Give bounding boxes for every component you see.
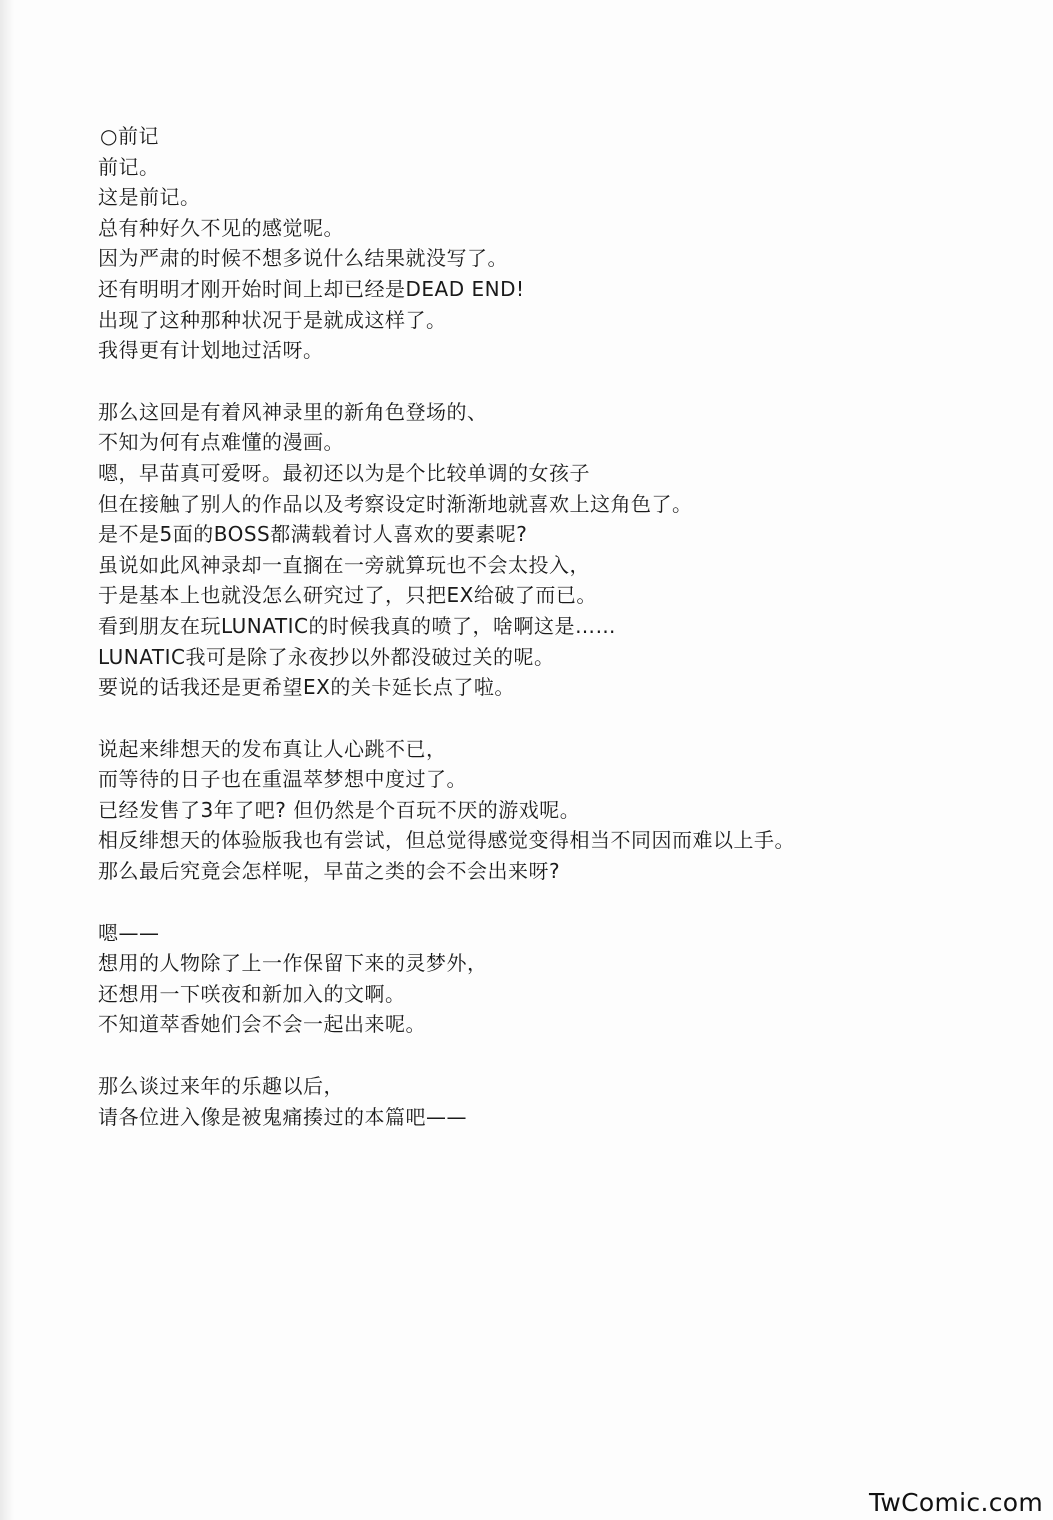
text-line: 那么谈过来年的乐趣以后， <box>98 1074 344 1099</box>
text-line: 嗯—— <box>98 920 160 945</box>
text-line: 还想用一下咲夜和新加入的文啊。 <box>98 981 406 1006</box>
text-line: 总有种好久不见的感觉呢。 <box>98 215 344 240</box>
paragraph-gap <box>98 1040 998 1071</box>
text-line: 相反绯想天的体验版我也有尝试，但总觉得感觉变得相当不同因而难以上手。 <box>98 828 795 853</box>
paragraph-gap <box>98 887 998 918</box>
text-line: 要说的话我还是更希望EX的关卡延长点了啦。 <box>98 675 515 700</box>
text-line: LUNATIC我可是除了永夜抄以外都没破过关的呢。 <box>98 644 555 669</box>
text-line: 那么这回是有着风神录里的新角色登场的、 <box>98 399 488 424</box>
text-line: 想用的人物除了上一作保留下来的灵梦外， <box>98 951 488 976</box>
text-line: 嗯，早苗真可爱呀。最初还以为是个比较单调的女孩子 <box>98 460 590 485</box>
text-line: 说起来绯想天的发布真让人心跳不已， <box>98 736 447 761</box>
text-line: 这是前记。 <box>98 185 201 210</box>
text-line: 于是基本上也就没怎么研究过了，只把EX给破了而已。 <box>98 583 597 608</box>
text-line: 那么最后究竟会怎样呢，早苗之类的会不会出来呀? <box>98 859 561 884</box>
afterword-text <box>98 121 998 1132</box>
text-line: 请各位进入像是被鬼痛揍过的本篇吧—— <box>98 1104 467 1129</box>
text-line: 虽说如此风神录却一直搁在一旁就算玩也不会太投入， <box>98 552 590 577</box>
site-watermark: TwComic.com <box>868 1488 1043 1517</box>
text-line: 而等待的日子也在重温萃梦想中度过了。 <box>98 767 467 792</box>
text-line: 不知为何有点难懂的漫画。 <box>98 430 344 455</box>
text-line: 还有明明才刚开始时间上却已经是DEAD END! <box>98 276 525 301</box>
text-line: 我得更有计划地过活呀。 <box>98 338 324 363</box>
text-line: 因为严肃的时候不想多说什么结果就没写了。 <box>98 246 508 271</box>
paragraph-gap <box>98 366 998 397</box>
text-line: 出现了这种那种状况于是就成这样了。 <box>98 307 447 332</box>
text-line: 不知道萃香她们会不会一起出来呢。 <box>98 1012 426 1037</box>
paragraph-gap <box>98 703 998 734</box>
text-line: 但在接触了别人的作品以及考察设定时渐渐地就喜欢上这角色了。 <box>98 491 693 516</box>
text-line: 已经发售了3年了吧? 但仍然是个百玩不厌的游戏呢。 <box>98 797 581 822</box>
text-line: 看到朋友在玩LUNATIC的时候我真的喷了，啥啊这是…… <box>98 613 616 638</box>
section-heading: ○前记 <box>100 124 159 148</box>
binding-shadow <box>0 0 14 1520</box>
text-line: 前记。 <box>98 154 160 179</box>
text-line: 是不是5面的BOSS都满载着讨人喜欢的要素呢? <box>98 522 528 547</box>
